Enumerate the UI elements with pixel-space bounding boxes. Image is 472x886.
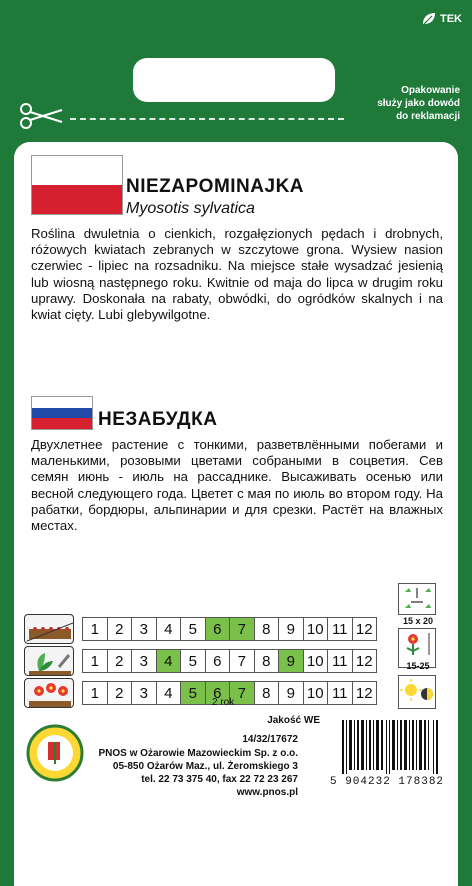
cut-line — [70, 118, 344, 120]
russian-title: НЕЗАБУДКА — [98, 409, 218, 430]
month-cell: 1 — [82, 649, 108, 673]
hang-hole — [133, 58, 335, 102]
notice-line: Opakowanie — [401, 85, 460, 96]
address-line: tel. 22 73 375 40, fax 22 72 23 267 — [141, 774, 298, 785]
month-cell: 11 — [327, 617, 353, 641]
month-cell: 3 — [131, 681, 157, 705]
month-cell: 3 — [131, 617, 157, 641]
month-cell: 12 — [352, 681, 378, 705]
month-cell-highlighted: 9 — [278, 649, 304, 673]
month-cell-highlighted: 6 — [205, 681, 231, 705]
russian-flag-icon — [31, 396, 93, 430]
spacing-value: 15 x 20 — [402, 616, 434, 626]
polish-title: NIEZAPOMINAJKA — [126, 176, 305, 197]
month-cell: 1 — [82, 617, 108, 641]
flowering-icon — [24, 678, 74, 708]
month-cell: 2 — [107, 681, 133, 705]
month-cell: 4 — [156, 681, 182, 705]
quality-label: Jakość WE — [267, 715, 320, 726]
month-cell: 5 — [180, 617, 206, 641]
planting-trowel-icon — [24, 646, 74, 676]
sowing-calendar-row — [82, 617, 376, 641]
month-cell: 8 — [254, 617, 280, 641]
month-cell: 2 — [107, 617, 133, 641]
month-cell: 1 — [82, 681, 108, 705]
month-cell: 10 — [303, 649, 329, 673]
month-cell-highlighted: 6 — [205, 617, 231, 641]
month-cell: 10 — [303, 617, 329, 641]
polish-flag-icon — [31, 155, 123, 215]
month-cell: 6 — [205, 649, 231, 673]
month-cell-highlighted: 7 — [229, 617, 255, 641]
website-link[interactable]: www.pnos.pl — [236, 787, 298, 798]
sowing-tray-icon — [24, 614, 74, 644]
month-cell: 8 — [254, 681, 280, 705]
planting-calendar-row — [82, 649, 376, 673]
latin-name: Myosotis sylvatica — [126, 200, 255, 217]
month-cell: 8 — [254, 649, 280, 673]
spacing-icon — [398, 583, 436, 615]
month-cell: 4 — [156, 617, 182, 641]
barcode-icon — [340, 720, 440, 774]
month-cell-highlighted: 7 — [229, 681, 255, 705]
russian-description: Двухлетнее растение с тонкими, разветвлёнными побегами и маленькими, розовыми цветами собраными в соцветия. Сев семян июнь - июль на рассаднике. Высаживать осенью или весной следующего года. Цветет с мая по июль во втором году. На рабатки, бордюры, альпинарии и для срезки. Растёт на влажных местах. — [31, 437, 443, 534]
month-cell: 9 — [278, 681, 304, 705]
month-cell: 12 — [352, 617, 378, 641]
brand-label: TEK — [440, 13, 462, 25]
second-year-label: 2 rok — [212, 697, 235, 708]
leaf-icon — [421, 12, 437, 26]
scissors-icon — [18, 102, 66, 130]
notice-line: służy jako dowód — [377, 98, 460, 109]
notice-line: do reklamacji — [396, 111, 460, 122]
pnos-logo-icon — [26, 724, 84, 782]
sun-shade-icon — [398, 675, 436, 709]
month-cell: 12 — [352, 649, 378, 673]
month-cell: 9 — [278, 617, 304, 641]
month-cell-highlighted: 4 — [156, 649, 182, 673]
month-cell: 11 — [327, 681, 353, 705]
month-cell: 7 — [229, 649, 255, 673]
complaint-notice — [340, 84, 460, 123]
month-cell: 3 — [131, 649, 157, 673]
brand — [421, 12, 462, 26]
month-cell: 10 — [303, 681, 329, 705]
address-line: PNOS w Ożarowie Mazowieckim Sp. z o.o. — [98, 748, 298, 759]
month-cell: 5 — [180, 649, 206, 673]
address-line: 05-850 Ożarów Maz., ul. Żeromskiego 3 — [112, 761, 298, 772]
height-value: 15-25 — [406, 661, 430, 671]
code-label: 14/32/17672 — [242, 734, 298, 745]
polish-description: Roślina dwuletnia o cienkich, rozgałęzionych pędach i drobnych, różowych kwiatach zebranych w szczytowe grona. Wysiew nasion czerwiec - lipiec na rozsadniku. Na miejsce stałe wysadzać jesienią lub wiosną następnego roku. Kwitnie od maja do lipca w drugim roku uprawy. Doskonała na rabaty, obwódki, do ogródków skalnych i na kwiat cięty. Lubi glebywilgotne. — [31, 226, 443, 323]
month-cell: 11 — [327, 649, 353, 673]
month-cell-highlighted: 5 — [180, 681, 206, 705]
barcode-number: 5 904232 178382 — [330, 776, 445, 788]
month-cell: 2 — [107, 649, 133, 673]
